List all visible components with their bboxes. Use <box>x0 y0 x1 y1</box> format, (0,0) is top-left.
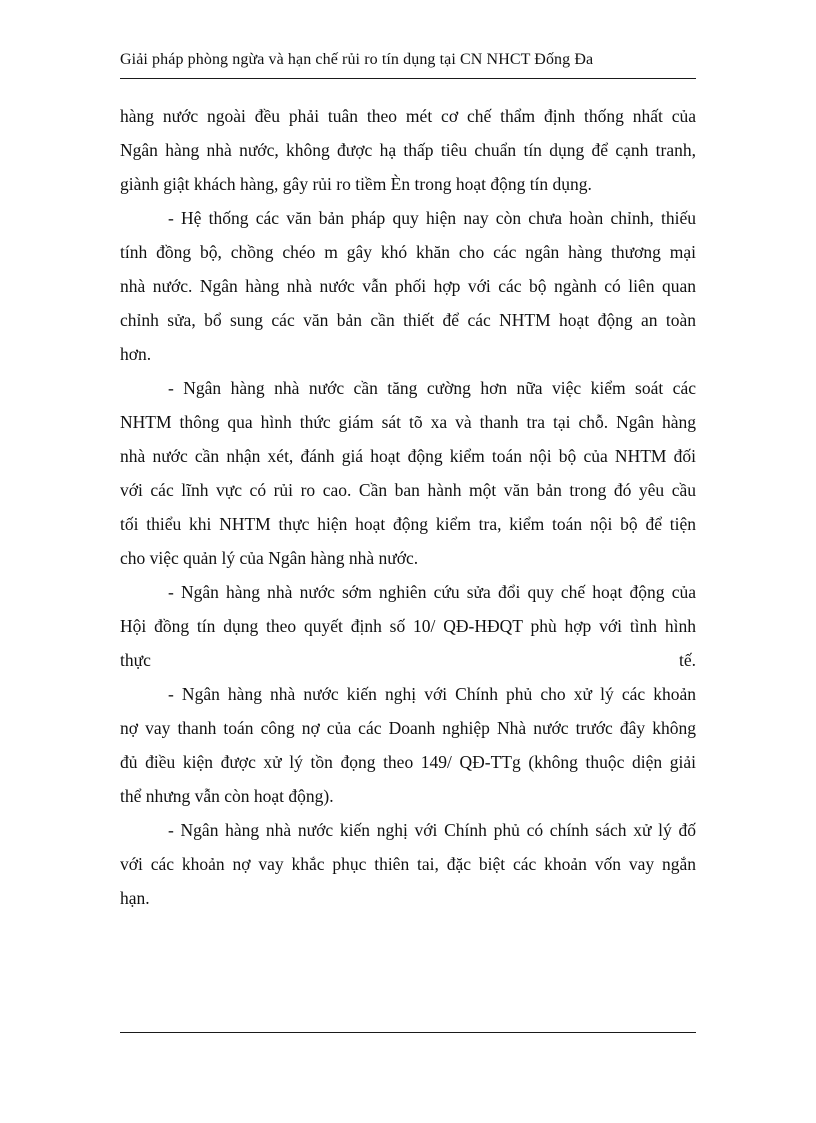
text-line: cho việc quản lý của Ngân hàng nhà nước. <box>120 548 419 568</box>
text-line: với các lĩnh vực có rủi ro cao. Cần ban hành một văn bản trong đó yêu cầu <box>120 480 696 500</box>
text-line: hơn. <box>120 344 152 364</box>
page-header-title: Giải pháp phòng ngừa và hạn chế rủi ro tín dụng tại CN NHCT Đống Đa <box>120 51 594 68</box>
text-line: - Ngân hàng nhà nước cần tăng cường hơn nữa việc kiểm soát các <box>168 378 696 398</box>
text-line: hàng nước ngoài đều phải tuân theo mét cơ chế thẩm định thống nhất của <box>120 106 696 126</box>
text-line: NHTM thông qua hình thức giám sát tõ xa và thanh tra tại chỗ. Ngân hàng <box>120 412 696 432</box>
split-line-right: tế. <box>678 650 696 670</box>
text-line: tối thiểu khi NHTM thực hiện hoạt động kiểm tra, kiểm toán nội bộ để tiện <box>120 514 696 534</box>
text-line: nhà nước cần nhận xét, đánh giá hoạt động kiểm toán nội bộ của NHTM đối <box>120 446 696 466</box>
paragraph <box>120 201 696 371</box>
page-header <box>120 50 696 79</box>
split-line-left: thực <box>120 650 151 670</box>
text-line: giành giật khách hàng, gây rủi ro tiềm Èn trong hoạt động tín dụng. <box>120 174 592 194</box>
text-line: đủ điều kiện được xử lý tồn đọng theo 149/ QĐ-TTg (không thuộc diện giải <box>120 752 696 772</box>
paragraph <box>120 371 696 575</box>
text-line: chỉnh sửa, bổ sung các văn bản cần thiết để các NHTM hoạt động an toàn <box>120 310 696 330</box>
text-line: nợ vay thanh toán công nợ của các Doanh nghiệp Nhà nước trước đây không <box>120 718 696 738</box>
paragraph <box>120 677 696 813</box>
text-line: Ngân hàng nhà nước, không được hạ thấp tiêu chuẩn tín dụng để cạnh tranh, <box>120 140 696 160</box>
text-line: - Ngân hàng nhà nước kiến nghị với Chính phủ cho xử lý các khoản <box>168 684 696 704</box>
text-line: với các khoản nợ vay khắc phục thiên tai, đặc biệt các khoản vốn vay ngắn <box>120 854 696 874</box>
text-line: Hội đồng tín dụng theo quyết định số 10/ QĐ-HĐQT phù hợp với tình hình <box>120 616 696 636</box>
text-line: - Ngân hàng nhà nước kiến nghị với Chính phủ có chính sách xử lý đố <box>168 820 696 840</box>
text-line: - Hệ thống các văn bản pháp quy hiện nay còn chưa hoàn chỉnh, thiếu <box>168 208 696 228</box>
paragraph <box>120 575 696 677</box>
text-line-split <box>120 643 696 677</box>
text-line: - Ngân hàng nhà nước sớm nghiên cứu sửa đổi quy chế hoạt động của <box>168 582 696 602</box>
paragraph <box>120 813 696 915</box>
footer-rule <box>120 1032 696 1033</box>
text-line: tính đồng bộ, chồng chéo m gây khó khăn cho các ngân hàng thương mại <box>120 242 696 262</box>
document-body <box>120 99 696 915</box>
text-line: nhà nước. Ngân hàng nhà nước vẫn phối hợp với các bộ ngành có liên quan <box>120 276 696 296</box>
paragraph <box>120 99 696 201</box>
text-line: hạn. <box>120 888 150 908</box>
text-line: thể nhưng vẫn còn hoạt động). <box>120 786 334 806</box>
